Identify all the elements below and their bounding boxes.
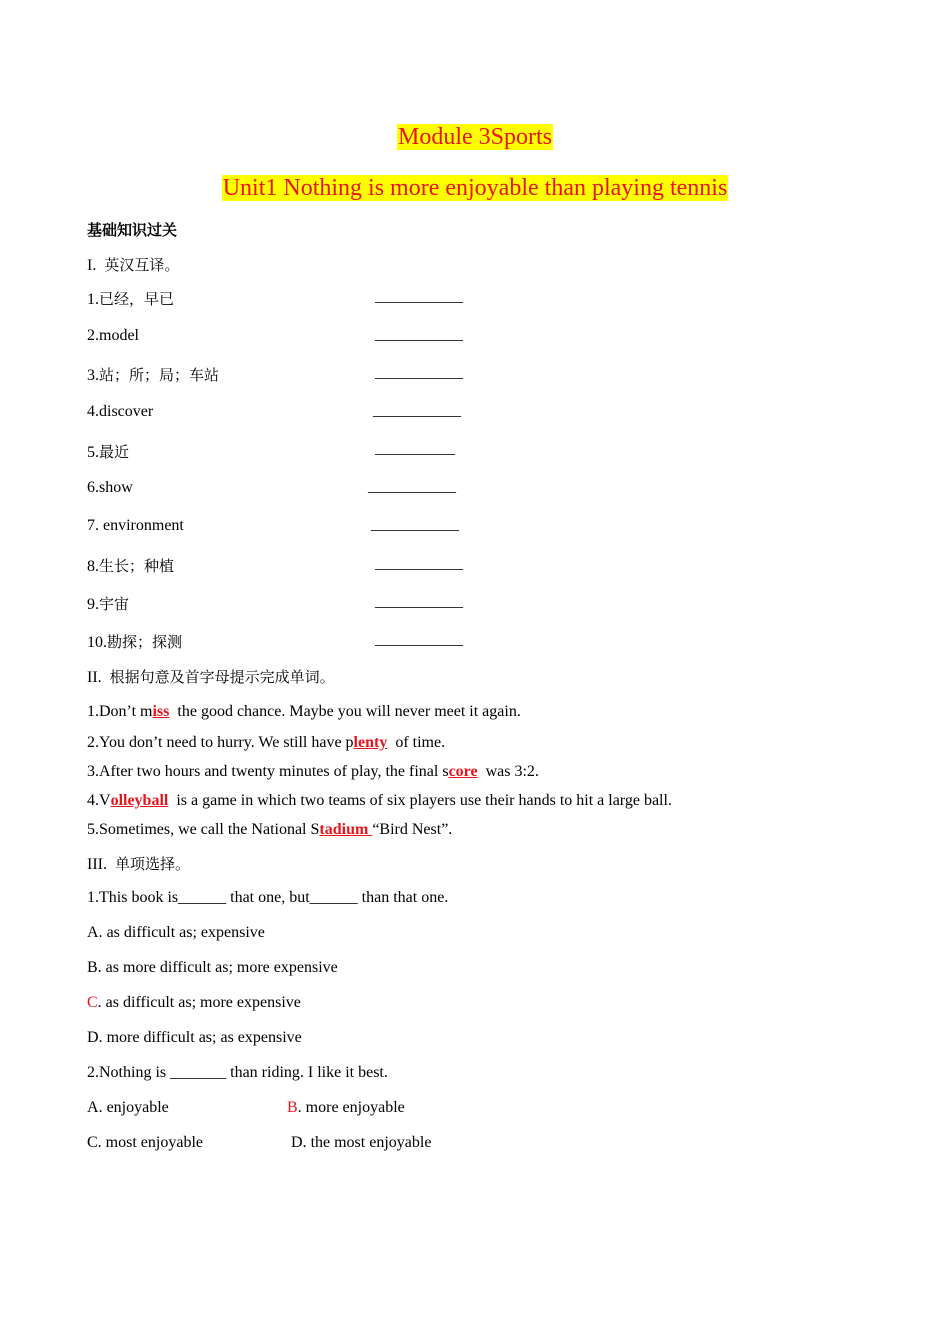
sentence-item: 5.Sometimes, we call the National Stadium “Bird Nest”. (87, 821, 453, 838)
option: B. as more difficult as; more expensive (87, 959, 338, 976)
sentence-item: 2.You don’t need to hurry. We still have plenty of time. (87, 734, 446, 751)
list-item: 1.已经，早已 (87, 290, 175, 308)
answer-blank: ___________ (375, 326, 463, 343)
list-item: 3.站；所；局；车站 (87, 366, 220, 384)
question-stem: 1.This book is______ that one, but______ than that one. (87, 889, 449, 906)
list-item: 8.生长；种植 (87, 557, 175, 575)
correct-letter: C (87, 994, 98, 1011)
option: C. as difficult as; more expensive (87, 994, 301, 1011)
unit-title: Unit1 Nothing is more enjoyable than playing tennis (222, 175, 728, 201)
list-item: 4.discover (87, 403, 154, 420)
answer-text: core (448, 763, 478, 780)
module-title: Module 3Sports (397, 124, 552, 150)
list-item: 9.宇宙 (87, 595, 130, 613)
answer-blank: __________ (375, 440, 455, 457)
sentence-item: 1.Don’t miss the good chance. Maybe you will never meet it again. (87, 703, 521, 720)
list-item: 5.最近 (87, 443, 130, 461)
answer-text: lenty (353, 734, 388, 751)
list-item: 7. environment (87, 517, 184, 534)
answer-blank: ___________ (375, 593, 463, 610)
sentence-item: 4.Volleyball is a game in which two teams of six players use their hands to hit a large ball. (87, 792, 672, 809)
option: D. more difficult as; as expensive (87, 1029, 302, 1046)
part1-heading: I. 英汉互译。 (87, 256, 180, 274)
option: D. the most enjoyable (291, 1134, 432, 1151)
answer-text: olleyball (110, 792, 169, 809)
option: C. most enjoyable (87, 1134, 203, 1151)
answer-blank: ___________ (373, 402, 461, 419)
answer-blank: ___________ (371, 516, 459, 533)
option: B. more enjoyable (287, 1099, 405, 1116)
option: A. as difficult as; expensive (87, 924, 265, 941)
sentence-item: 3.After two hours and twenty minutes of play, the final score was 3:2. (87, 763, 539, 780)
section-heading: 基础知识过关 (87, 221, 178, 239)
correct-letter: B (287, 1099, 298, 1116)
answer-blank: ___________ (375, 631, 463, 648)
list-item: 6.show (87, 479, 133, 496)
answer-blank: ___________ (368, 478, 456, 495)
answer-text: iss (152, 703, 170, 720)
part2-heading: II. 根据句意及首字母提示完成单词。 (87, 668, 335, 686)
answer-text: tadium (319, 821, 373, 838)
question-stem: 2.Nothing is _______ than riding. I like it best. (87, 1064, 388, 1081)
list-item: 2.model (87, 327, 139, 344)
list-item: 10.勘探；探测 (87, 633, 183, 651)
part3-heading: III. 单项选择。 (87, 855, 190, 873)
answer-blank: ___________ (375, 364, 463, 381)
option: A. enjoyable (87, 1099, 169, 1116)
answer-blank: ___________ (375, 555, 463, 572)
answer-blank: ___________ (375, 288, 463, 305)
